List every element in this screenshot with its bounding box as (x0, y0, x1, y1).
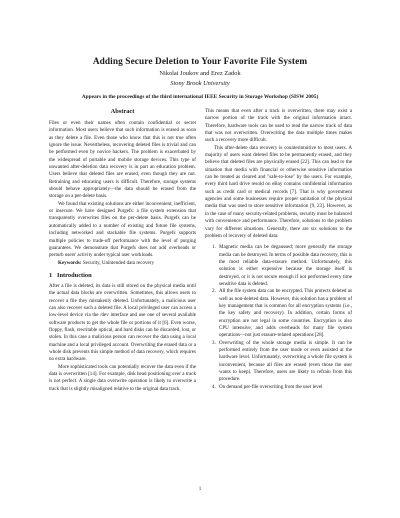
left-column (49, 108, 196, 393)
section-number: 1 (49, 271, 53, 279)
page-number: 1 (198, 486, 202, 492)
intro-heading (49, 272, 196, 280)
section-title: Introduction (57, 271, 92, 279)
keywords (49, 260, 196, 267)
paper-title: Adding Secure Deletion to Your Favorite File System (92, 57, 308, 67)
list-item: 2. All the file system data can be encrypted. This protects deleted as well as non-deleted data. However, this solution has a problem of key management that is common for all encryption systems (i.e., the key safety and recovery). In addition, certain forms of encryption are not legal in some countries. Encryption is also CPU intensive, and adds overheads for many file system operations—not just erasure-related operations [28]. (217, 288, 352, 339)
intro-paragraph-2: More sophisticated tools can potentially recover the data even if the data is overwritten [14]. For example, disk head positioning over a track is not perfect. A single data overwrite operation is likely to overwrite a track that is slightly misaligned relative to the original data track. (49, 363, 196, 392)
intro-paragraph-1: After a file is deleted, its data is still stored on the physical media until the actual data blocks are overwritten. Sometimes, this allows users to recover a file they mistakenly deleted. Unfortunately, a malicious user can also recover such a deleted file. A local privileged user can access a low-level device via the /dev interface and use one of several available software products to get the whole file or portions of it [6]. Even worse, floppy, flash, rewritable optical, and hard disks can be discarded, lost, or stolen. In this case a malicious person can recover the data using a local machine and a local privileged account. Overwriting the erased data or a whole disk prevents this simple method of data recovery, which requires no extra hardware. (49, 282, 196, 363)
list-item: 4. On demand per-file overwriting from the user level (217, 384, 352, 391)
abstract-paragraph-1: Files or even their names often contain confidential or secret information. Most users believe that such information is erased as soon as they delete a file. Even those who know that this is not true often ignore the issue. Nevertheless, recovering deleted files is trivial and can be performed even by novice hackers. The problem is exacerbated by the widespread of portable and mobile storage devices. This type of unwanted after-deletion data recovery is in part an education problem. Users believe that deleted files are erased, even though they are not. Retraining and educating users is difficult. Therefore, storage systems should behave appropriately—the data should be erased from the storage on a per-delete basis. (49, 120, 196, 200)
list-item: 1. Magnetic media can be degaussed; more generally the storage media can be destroyed. In terms of possible data recovery, this is the most reliable data-erasure method. Unfortunately, this solution is either expensive because the storage itself is destroyed, or it is not secure enough if not performed every time sensitive data is deleted. (217, 244, 352, 288)
venue-note: Appears in the proceedings of the third international IEEE Security in Storage Workshop (SISW 2005) (81, 94, 319, 100)
right-paragraph-1: This means that even after a track is overwritten, there may exist a narrow portion of the track with the original information intact. Therefore, hardware tools can be used to read the narrow track of data that was not overwritten. Overwriting the data multiple times makes such a recovery more difficult. (205, 108, 352, 144)
list-item: 3. Overwriting of the whole storage media is simple. It can be performed entirely from the user mode or even assisted at the hardware level. Unfortunately, overwriting a whole file system is inconvenient, because all files are erased (even those the user wants to keep). Therefore, users are likely to refrain from this procedure. (217, 340, 352, 384)
abstract-heading: Abstract (110, 108, 135, 115)
solutions-list (205, 244, 352, 391)
affiliation: Stony Brook University (170, 80, 230, 87)
abstract-paragraph-2: We found that existing solutions are either inconvenient, inefficient, or insecure. We have designed Purgefs: a file system extension that transparently overwrites files on the per-delete basis. Purgefs can be automatically added to a number of existing and future file systems, including networked and stackable file systems. Purgefs supports multiple policies to trade-off performance with the level of purging guarantees. We demonstrate that Purgefs does not add overheads or perturb users' activity under typical user workloads. (49, 200, 196, 259)
right-paragraph-2: This after-delete data recovery is counterintuitive to most users. A majority of users want deleted files to be permanently erased, and they believe that deleted files are physically erased [22]. This can lead to the situation that media with financial or otherwise sensitive information can be treated as cleared and "safe-to-lose" by the users. For example, every third hard drive resold on eBay contains confidential information such as credit card or medical records [7]. That is why government agencies and some businesses require proper sanitation of the physical media that was used to store sensitive information [9, 23]. However, as in the case of many security-related problems, security must be balanced with convenience and performance. Therefore, solutions to the problem vary for different situations. Generally, there are six solutions to the problem of recovery of deleted data: (205, 144, 352, 239)
authors: Nikolai Joukov and Erez Zadok (159, 70, 241, 77)
keywords-label: Keywords: (58, 259, 82, 266)
keywords-text: Security, Unintended data recovery (82, 259, 154, 266)
right-column (205, 108, 352, 391)
